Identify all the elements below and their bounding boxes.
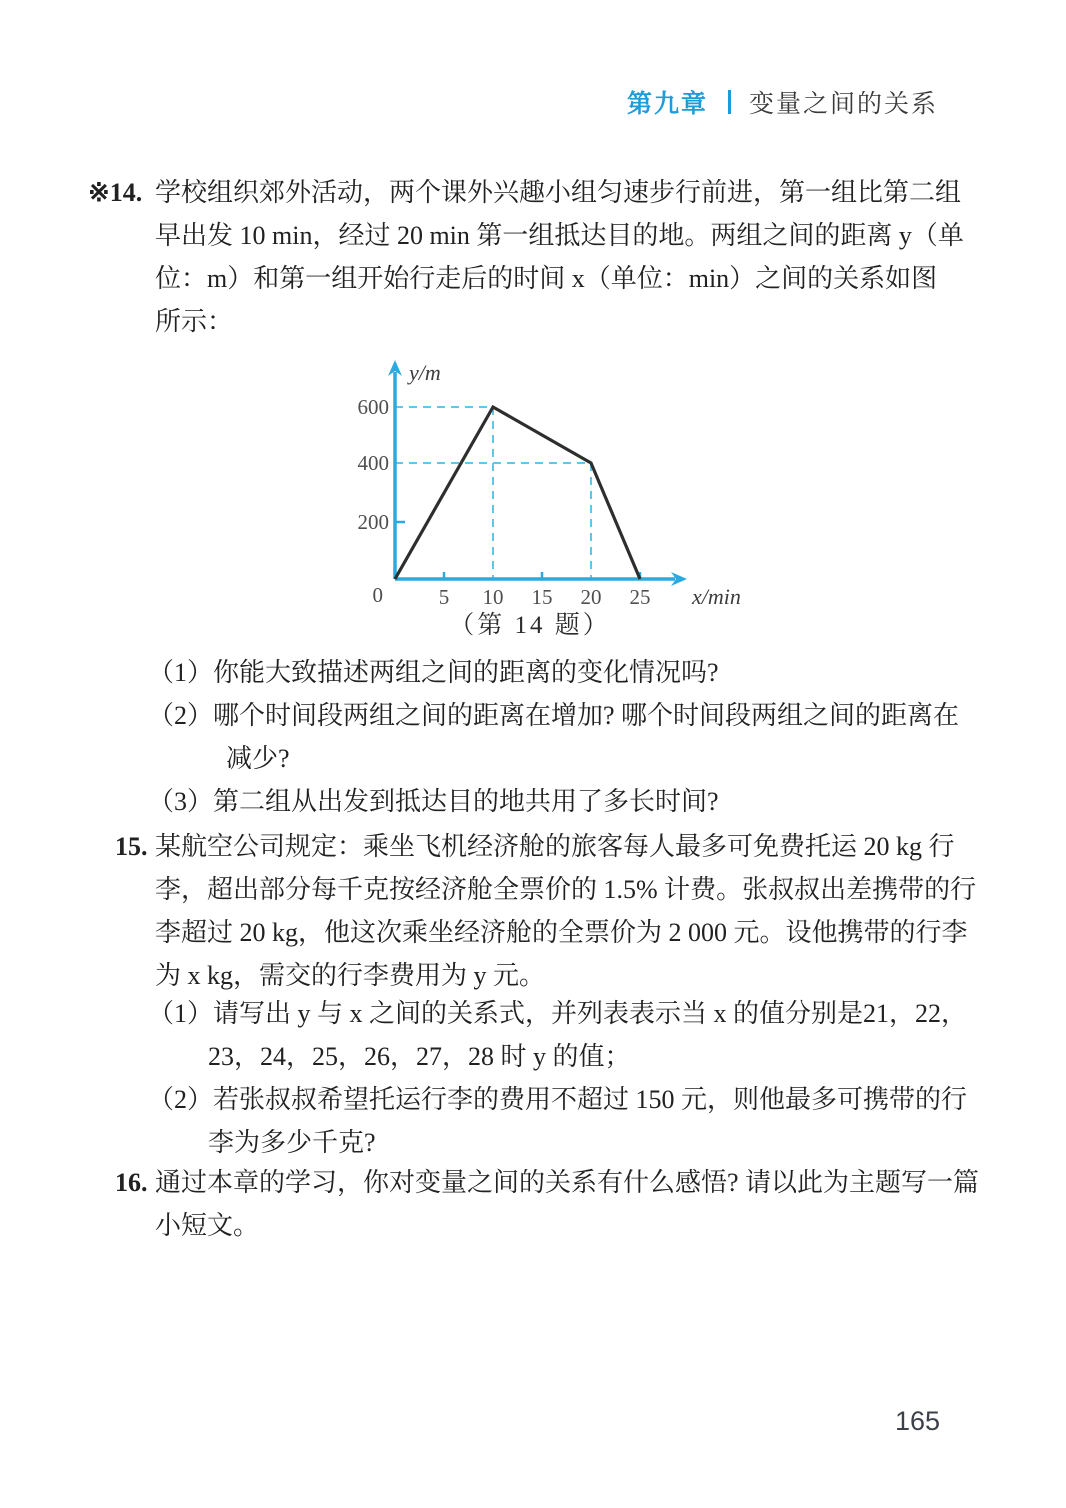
- page-number: 165: [895, 1406, 941, 1436]
- y-axis-title: y/m: [409, 360, 441, 385]
- problem-14-subquestions: [148, 651, 959, 823]
- distance-time-chart: [345, 352, 765, 614]
- problem-15-line: 为 x kg，需交的行李费用为 y 元。: [155, 961, 546, 990]
- problem-15-number: 15.: [115, 832, 148, 861]
- page-header: [627, 84, 938, 120]
- y-tick-label-200: 200: [357, 510, 389, 534]
- problem-14-text: [155, 171, 964, 343]
- figure-caption: （第 14 题）: [449, 612, 611, 639]
- problem-15-sub-1-continuation: 23，24，25，26，27，28 时 y 的值；: [208, 1042, 631, 1071]
- problem-14-sub-2: （2）哪个时间段两组之间的距离在增加? 哪个时间段两组之间的距离在: [148, 701, 960, 730]
- problem-14-sub-1: （1）你能大致描述两组之间的距离的变化情况吗?: [148, 658, 719, 687]
- problem-14-number: ※14.: [88, 178, 143, 207]
- x-tick-label-10: 10: [482, 585, 504, 609]
- problem-14-sub-3: （3）第二组从出发到抵达目的地共用了多长时间?: [148, 787, 719, 816]
- problem-14-line: 位：m）和第一组开始行走后的时间 x（单位：min）之间的关系如图: [155, 264, 938, 293]
- y-tick-label-600: 600: [357, 395, 389, 419]
- problem-14-line: 所示：: [155, 307, 234, 336]
- problem-15-line: 李超过 20 kg，他这次乘坐经济舱的全票价为 2 000 元。设他携带的行李: [155, 918, 968, 947]
- problem-16-text: [155, 1161, 979, 1247]
- distance-line-series: [395, 407, 640, 579]
- problem-15-sub-2-continuation: 李为多少千克?: [208, 1128, 376, 1157]
- problem-16-number: 16.: [115, 1168, 148, 1197]
- problem-15-sub-1: （1）请写出 y 与 x 之间的关系式，并列表表示当 x 的值分别是21，22，: [148, 999, 968, 1028]
- origin-label: 0: [372, 583, 383, 607]
- problem-15: [115, 825, 976, 997]
- problem-14-sub-2-continuation: 减少?: [226, 744, 290, 773]
- problem-14-figure: [345, 352, 765, 614]
- problem-16-line: 小短文。: [155, 1211, 260, 1240]
- x-tick-label-25: 25: [629, 585, 651, 609]
- x-tick-label-15: 15: [531, 585, 553, 609]
- problem-15-subquestions: [148, 992, 967, 1164]
- chapter-label: 第九章: [626, 90, 708, 118]
- problem-14: [88, 171, 964, 343]
- x-tick-label-5: 5: [438, 585, 450, 609]
- header-divider: [728, 90, 731, 114]
- problem-16: [115, 1161, 979, 1247]
- problem-16-line: 通过本章的学习，你对变量之间的关系有什么感悟? 请以此为主题写一篇: [155, 1168, 980, 1197]
- x-tick-label-20: 20: [580, 585, 602, 609]
- problem-14-line: 早出发 10 min，经过 20 min 第一组抵达目的地。两组之间的距离 y（单: [155, 221, 964, 250]
- problem-15-sub-2: （2）若张叔叔希望托运行李的费用不超过 150 元，则他最多可携带的行: [148, 1085, 968, 1114]
- axes: [395, 372, 675, 579]
- problem-15-line: 某航空公司规定：乘坐飞机经济舱的旅客每人最多可免费托运 20 kg 行: [155, 832, 955, 861]
- problem-15-line: 李，超出部分每千克按经济舱全票价的 1.5% 计费。张叔叔出差携带的行: [155, 875, 977, 904]
- problem-15-text: [155, 825, 976, 997]
- problem-14-line: 学校组织郊外活动，两个课外兴趣小组匀速步行前进，第一组比第二组: [155, 178, 962, 207]
- x-axis-title: x/min: [692, 584, 741, 609]
- dashed-guides: [395, 407, 591, 579]
- y-tick-label-400: 400: [357, 451, 389, 475]
- chapter-title: 变量之间的关系: [748, 90, 938, 118]
